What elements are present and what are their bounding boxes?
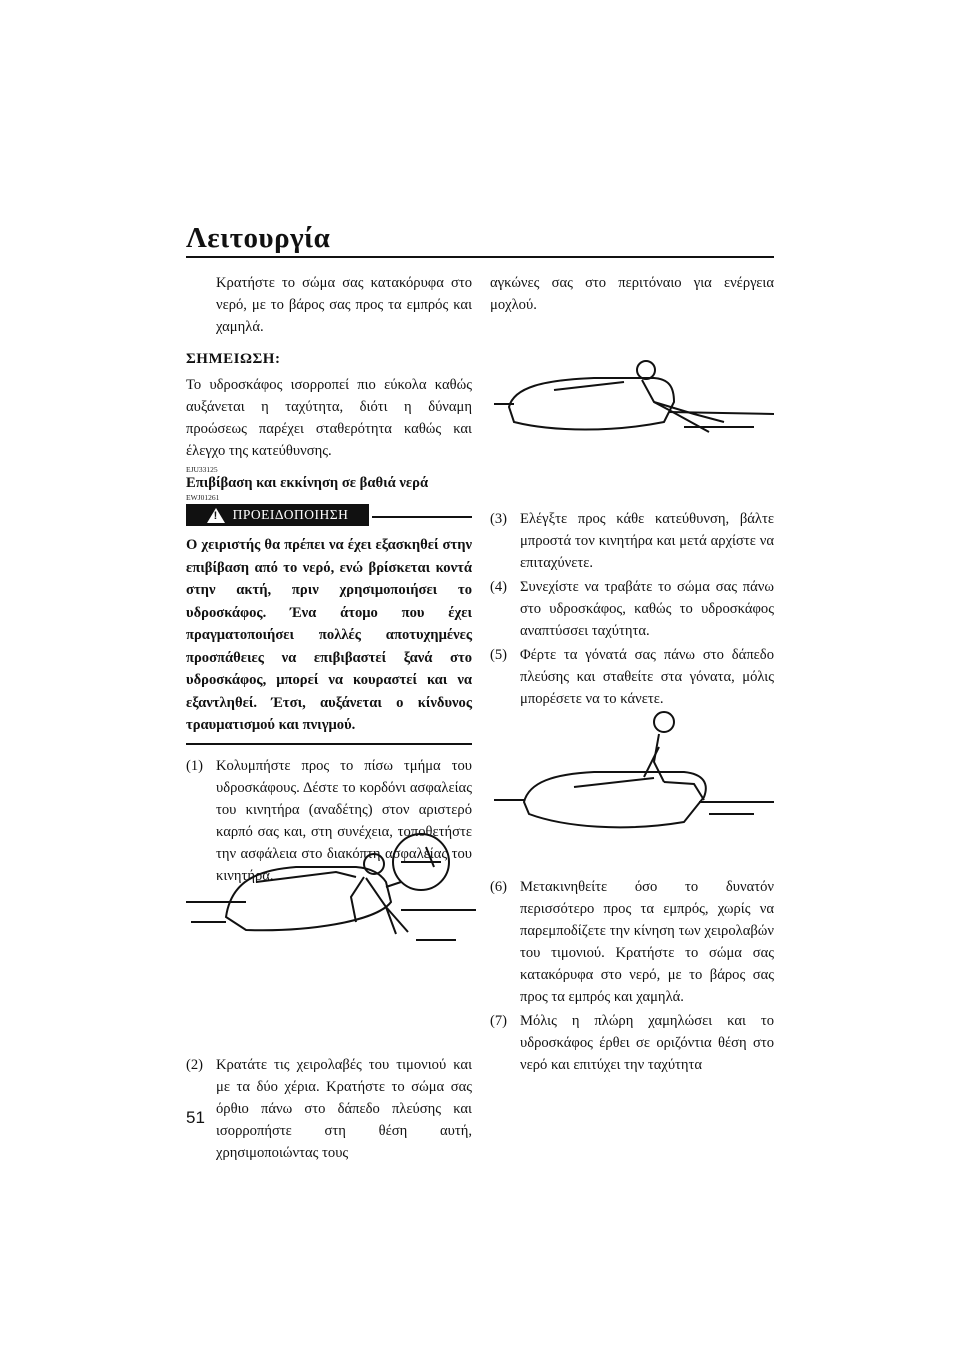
warning-label: ΠΡΟΕΙΔΟΠΟΙΗΣΗ [232,507,349,522]
note-heading: ΣΗΜΕΙΩΣΗ: [186,351,281,367]
list-item [186,1054,472,1164]
list-item-number: (6) [490,879,508,895]
list-item-text: Ελέγξτε προς κάθε κατεύθυνση, βάλτε μπροστά τον κινητήρα και μετά αρχίστε να επιταχύνετε. [520,511,774,571]
list-item-number: (3) [490,511,508,527]
list-item [490,644,774,710]
list-item-number: (7) [490,1013,508,1029]
list-item [490,576,774,642]
left-column-bottom [186,1054,472,1166]
header-rule [186,256,774,258]
warning-end-rule [186,743,472,745]
list-item [490,1010,774,1076]
warning-banner-rule [372,516,472,518]
section-code: EJU33125 [186,465,218,474]
page-number: 51 [186,1108,205,1127]
warning-banner [186,504,472,530]
warning-code: EWJ01261 [186,493,220,502]
page-title: Λειτουργία [186,222,331,254]
section-title: Επιβίβαση και εκκίνηση σε βαθιά νερά [186,475,429,491]
list-item-text: Συνεχίστε να τραβάτε το σώμα σας πάνω στο υδροσκάφος, καθώς το υδροσκάφος αναπτύσσει ταχύτητα. [520,579,774,639]
left-column [186,272,472,889]
figure-kneeling-on-deck [494,702,774,842]
list-item-text: Κολυμπήστε προς το πίσω τμήμα του υδροσκάφους. Δέστε το κορδόνι ασφαλείας του κινητήρα (αναδέτης) στον αριστερό καρπό σας και, στη συνέχεια, τοποθετήστε την ασφάλεια στο διακόπτη ασφαλείας του κινητήρα. [216,757,472,884]
right-column-items-a [490,508,774,712]
list-item-number: (5) [490,647,508,663]
warning-triangle-icon: ! [207,508,225,523]
list-item [490,508,774,574]
continuation-paragraph: αγκώνες σας στο περιτόναιο για ενέργεια μοχλού. [490,275,774,313]
right-column-items-b [490,876,774,1078]
list-item-text: Μετακινηθείτε όσο το δυνατόν περισσότερο προς τα εμπρός, χωρίς να παρεμποδίζετε την κίνηση των χειρολαβών του τιμονιού. Κρατήστε το σώμα σας κατακόρυφα στο νερό, με το βάρος σας προς τα εμπρός και χαμηλά. [520,879,774,1005]
intro-paragraph: Κρατήστε το σώμα σας κατακόρυφα στο νερό, με το βάρος σας προς τα εμπρός και χαμηλά. [216,275,472,335]
list-item-text: Μόλις η πλώρη χαμηλώσει και το υδροσκάφος έρθει σε οριζόντια θέση στο νερό και επιτύχει την ταχύτητα [520,1013,774,1073]
figure-pulling-onto-craft [494,352,774,452]
list-item-text: Φέρτε τα γόνατά σας πάνω στο δάπεδο πλεύσης και σταθείτε στα γόνατα, μόλις μπορέσετε να το κάνετε. [520,647,774,707]
list-item-text: Κρατάτε τις χειρολαβές του τιμονιού και με τα δύο χέρια. Κρατήστε το σώμα σας όρθιο πάνω στο δάπεδο πλεύσης και ισορροπήστε στη θέση αυτή, χρησιμοποιώντας τους [216,1057,472,1161]
list-item-number: (1) [186,757,204,774]
note-text: Το υδροσκάφος ισορροπεί πιο εύκολα καθώς αυξάνεται η ταχύτητα, διότι η δύναμη προώσεως παρέχει σταθερότητα καθώς και έλεγχο της κατεύθυνσης. [186,377,472,459]
right-column [490,272,774,316]
list-item-number: (4) [490,579,508,595]
list-item [490,876,774,1008]
figure-swimmer-at-stern [186,822,476,962]
list-item-number: (2) [186,1057,204,1073]
warning-text: Ο χειριστής θα πρέπει να έχει εξασκηθεί στην επιβίβαση από το νερό, ενώ βρίσκεται κοντά στην ακτή, πριν χρησιμοποιήσει το υδροσκάφος. Ένα άτομο που έχει πραγματοποιήσει πολλές αποτυχημένες προσπάθειες να επιβιβαστεί ξανά στο υδροσκάφος, μπορεί να κουραστεί και να εξαντληθεί. Έτσι, αυξάνεται ο κίνδυνος τραυματισμού και πνιγμού. [186,537,472,733]
